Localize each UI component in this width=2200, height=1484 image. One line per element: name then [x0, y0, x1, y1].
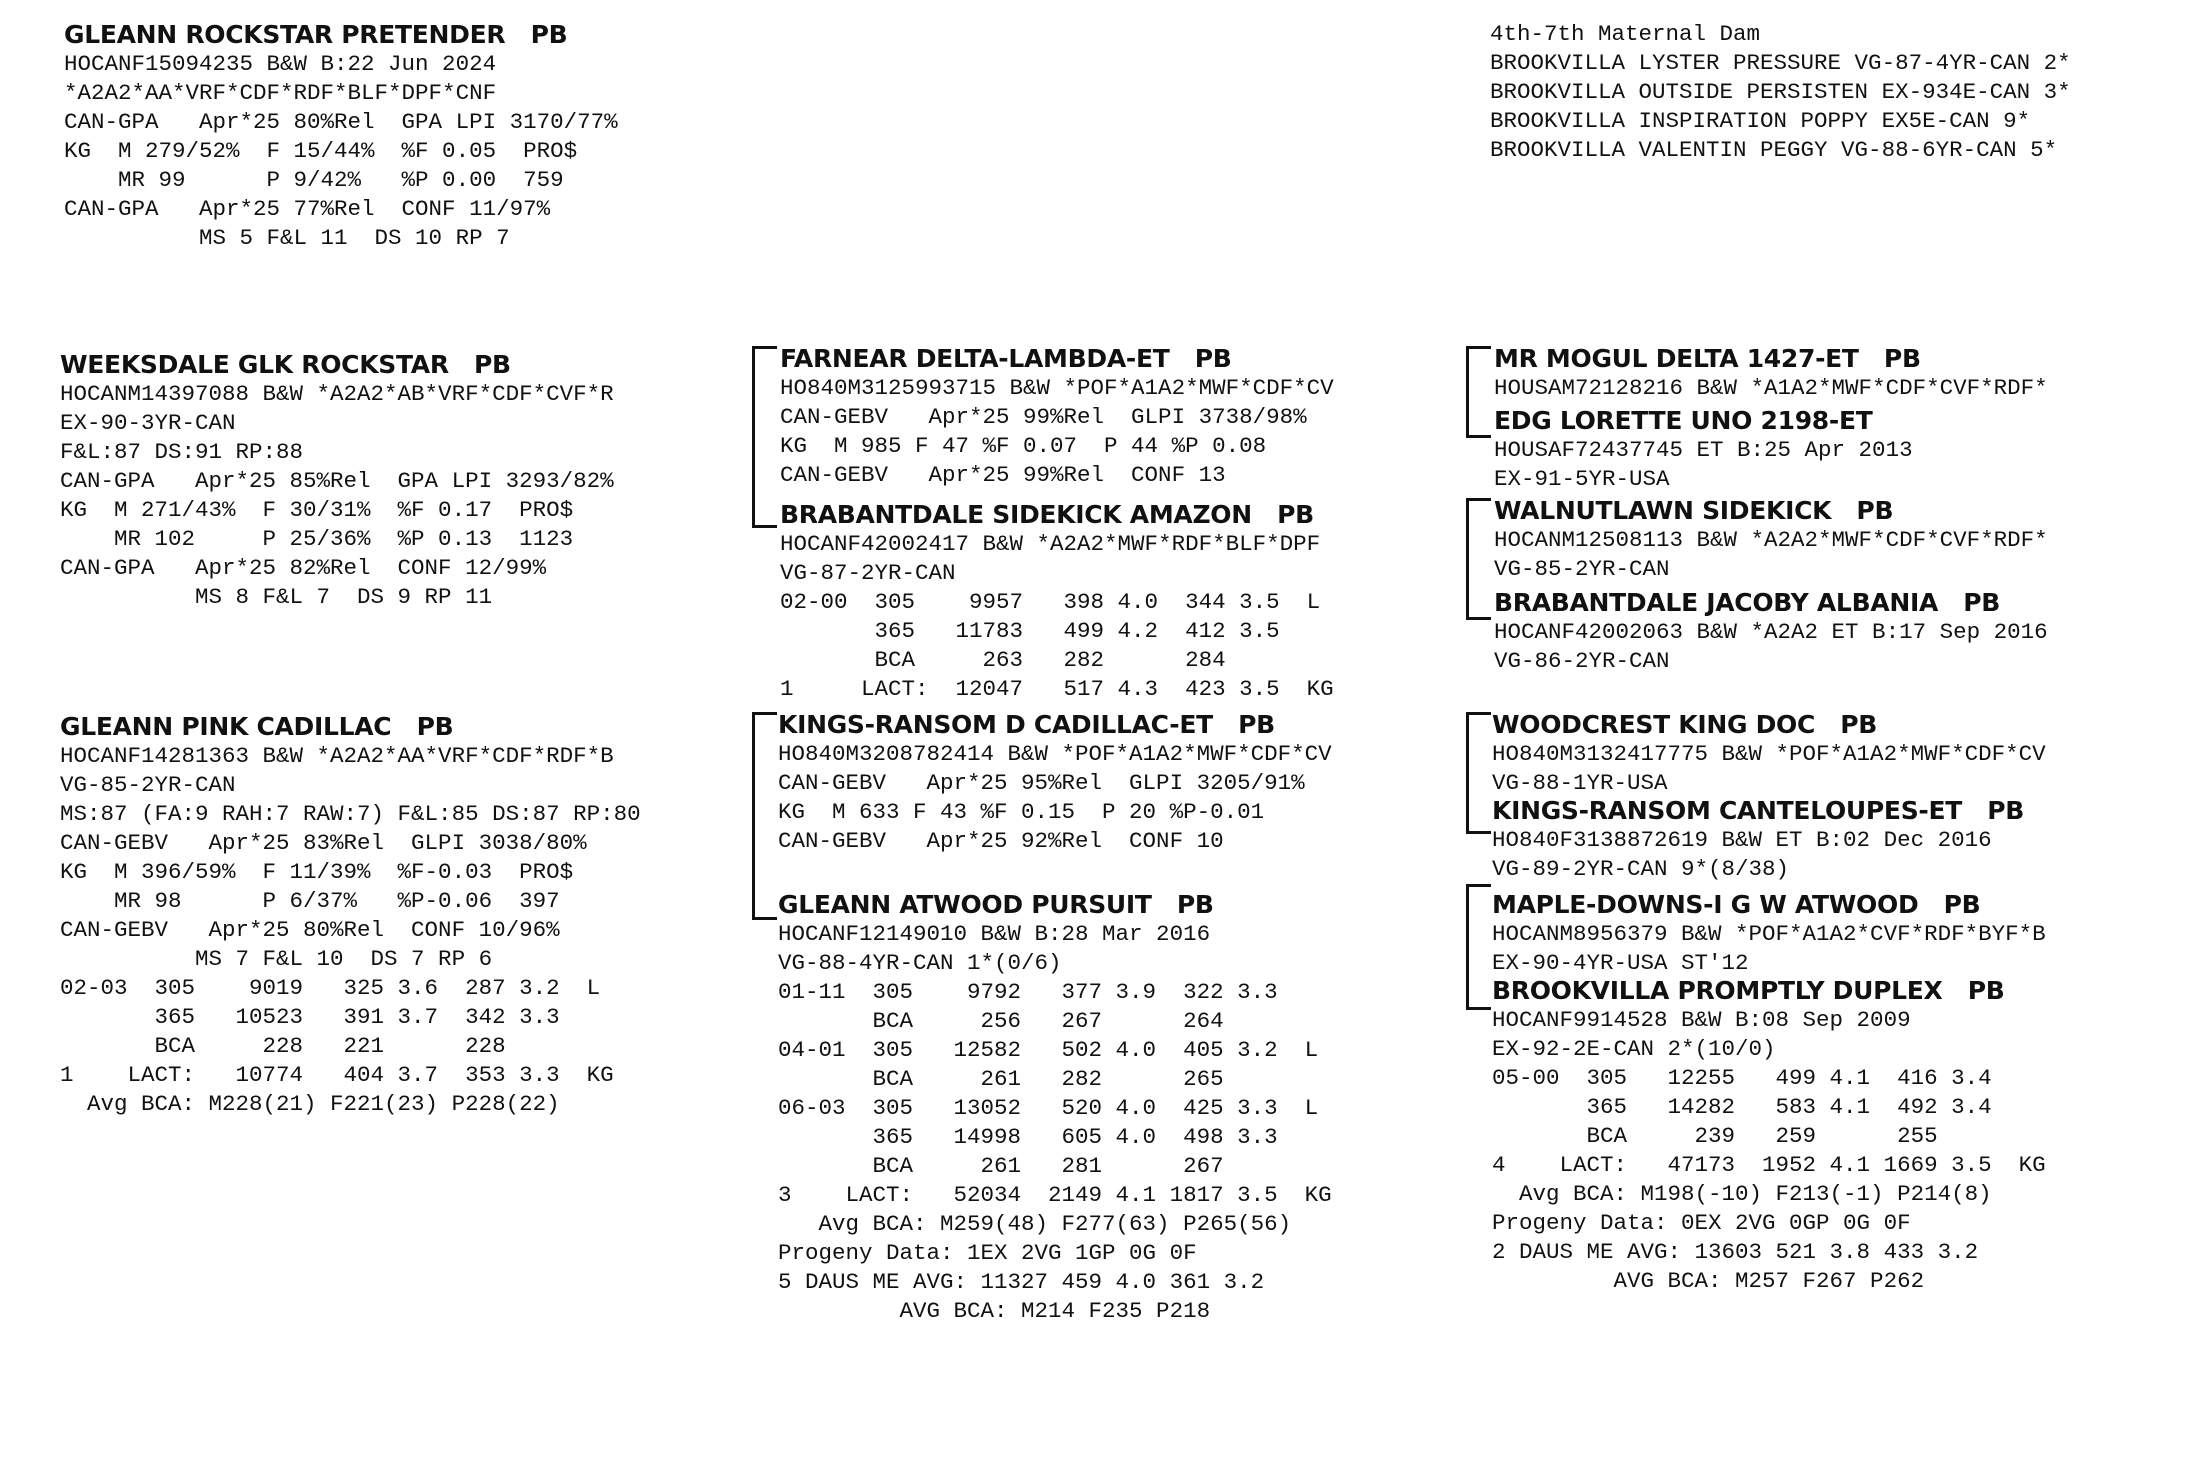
info-line: 2 DAUS ME AVG: 13603 521 3.8 433 3.2: [1492, 1239, 1979, 1265]
animal-name-text: MAPLE-DOWNS-I G W ATWOOD: [1492, 890, 1919, 919]
info-line: CAN-GPA Apr*25 82%Rel CONF 12/99%: [60, 555, 547, 581]
info-line: HOCANF12149010 B&W B:28 Mar 2016: [778, 921, 1211, 947]
info-line: KG M 396/59% F 11/39% %F-0.03 PRO$: [60, 859, 574, 885]
info-line: HOCANF14281363 B&W *A2A2*AA*VRF*CDF*RDF*B: [60, 743, 614, 769]
ssd-block: [1494, 406, 1913, 494]
animal-name-text: BROOKVILLA PROMPTLY DUPLEX: [1492, 976, 1943, 1005]
info-line: VG-86-2YR-CAN: [1494, 648, 1670, 674]
registry-tag: PB: [1856, 496, 1894, 525]
bracket-dam-parents: [752, 712, 777, 920]
info-line: 365 14282 583 4.1 492 3.4: [1492, 1094, 1992, 1120]
info-line: 1 LACT: 12047 517 4.3 423 3.5 KG: [780, 676, 1334, 702]
animal-name: [1494, 406, 1913, 435]
info-line: EX-92-2E-CAN 2*(10/0): [1492, 1036, 1776, 1062]
animal-name: [1494, 588, 2048, 617]
info-line: 02-03 305 9019 325 3.6 287 3.2 L: [60, 975, 601, 1001]
dam-block: [60, 712, 641, 1119]
info-line: 01-11 305 9792 377 3.9 322 3.3: [778, 979, 1278, 1005]
info-line: HOCANF15094235 B&W B:22 Jun 2024: [64, 51, 497, 77]
bracket-ds-parents: [1466, 712, 1491, 834]
info-line: MS 7 F&L 10 DS 7 RP 6: [60, 946, 493, 972]
info-line: CAN-GPA Apr*25 85%Rel GPA LPI 3293/82%: [60, 468, 614, 494]
info-line: EX-91-5YR-USA: [1494, 466, 1670, 492]
animal-name-text: WEEKSDALE GLK ROCKSTAR: [60, 350, 449, 379]
animal-name: [1492, 976, 2046, 1005]
animal-name-text: EDG LORETTE UNO 2198-ET: [1494, 406, 1873, 435]
info-line: 04-01 305 12582 502 4.0 405 3.2 L: [778, 1037, 1319, 1063]
info-line: 06-03 305 13052 520 4.0 425 3.3 L: [778, 1095, 1319, 1121]
animal-name-text: KINGS-RANSOM D CADILLAC-ET: [778, 710, 1213, 739]
info-line: CAN-GEBV Apr*25 99%Rel GLPI 3738/98%: [780, 404, 1307, 430]
info-line: CAN-GEBV Apr*25 83%Rel GLPI 3038/80%: [60, 830, 587, 856]
info-line: HOCANF42002417 B&W *A2A2*MWF*RDF*BLF*DPF: [780, 531, 1321, 557]
animal-name-text: GLEANN PINK CADILLAC: [60, 712, 392, 741]
info-line: AVG BCA: M257 F267 P262: [1492, 1268, 1925, 1294]
info-line: F&L:87 DS:91 RP:88: [60, 439, 304, 465]
dam-dam-block: [778, 890, 1332, 1326]
info-line: CAN-GEBV Apr*25 92%Rel CONF 10: [778, 828, 1224, 854]
animal-name: [1492, 710, 2046, 739]
info-line: 365 11783 499 4.2 412 3.5: [780, 618, 1280, 644]
info-line: CAN-GPA Apr*25 77%Rel CONF 11/97%: [64, 196, 551, 222]
maternal-dam-line: BROOKVILLA INSPIRATION POPPY EX5E-CAN 9*: [1490, 108, 2031, 134]
animal-name-text: GLEANN ROCKSTAR PRETENDER: [64, 20, 506, 49]
dss-block: [1492, 710, 2046, 798]
bracket-ss-parents: [1466, 346, 1491, 438]
animal-name: [1494, 496, 2048, 525]
sire-dam-block: [780, 500, 1334, 704]
maternal-dams-section: [1490, 20, 2071, 165]
maternal-dams-heading: 4th-7th Maternal Dam: [1490, 21, 1761, 47]
info-line: Progeny Data: 1EX 2VG 1GP 0G 0F: [778, 1240, 1197, 1266]
info-line: Progeny Data: 0EX 2VG 0GP 0G 0F: [1492, 1210, 1911, 1236]
info-line: BCA 261 282 265: [778, 1066, 1224, 1092]
maternal-dam-line: BROOKVILLA VALENTIN PEGGY VG-88-6YR-CAN 5*: [1490, 137, 2058, 163]
info-line: AVG BCA: M214 F235 P218: [778, 1298, 1211, 1324]
info-line: KG M 271/43% F 30/31% %F 0.17 PRO$: [60, 497, 574, 523]
sire-block: [60, 350, 614, 612]
info-line: VG-88-1YR-USA: [1492, 770, 1668, 796]
info-line: BCA 263 282 284: [780, 647, 1226, 673]
animal-name: [60, 350, 614, 379]
info-line: MS 8 F&L 7 DS 9 RP 11: [60, 584, 493, 610]
info-line: EX-90-4YR-USA ST'12: [1492, 950, 1749, 976]
info-line: Avg BCA: M259(48) F277(63) P265(56): [778, 1211, 1292, 1237]
info-line: HO840M3132417775 B&W *POF*A1A2*MWF*CDF*CV: [1492, 741, 2046, 767]
info-line: VG-87-2YR-CAN: [780, 560, 956, 586]
info-line: HO840M3125993715 B&W *POF*A1A2*MWF*CDF*CV: [780, 375, 1334, 401]
info-line: 365 10523 391 3.7 342 3.3: [60, 1004, 560, 1030]
registry-tag: PB: [1883, 344, 1921, 373]
info-line: VG-89-2YR-CAN 9*(8/38): [1492, 856, 1790, 882]
animal-name: [60, 712, 641, 741]
animal-name: [780, 500, 1334, 529]
animal-name-text: WOODCREST KING DOC: [1492, 710, 1816, 739]
registry-tag: PB: [416, 712, 454, 741]
bracket-sd-parents: [1466, 498, 1491, 620]
info-line: 3 LACT: 52034 2149 4.1 1817 3.5 KG: [778, 1182, 1332, 1208]
sire-sire-block: [780, 344, 1334, 490]
info-line: MS:87 (FA:9 RAH:7 RAW:7) F&L:85 DS:87 RP:80: [60, 801, 641, 827]
animal-name: [778, 890, 1332, 919]
registry-tag: PB: [1967, 976, 2005, 1005]
animal-name-text: BRABANTDALE SIDEKICK AMAZON: [780, 500, 1252, 529]
registry-tag: PB: [1840, 710, 1878, 739]
info-line: HOUSAM72128216 B&W *A1A2*MWF*CDF*CVF*RDF*: [1494, 375, 2048, 401]
info-line: BCA 228 221 228: [60, 1033, 506, 1059]
info-line: CAN-GEBV Apr*25 80%Rel CONF 10/96%: [60, 917, 560, 943]
info-line: KG M 279/52% F 15/44% %F 0.05 PRO$: [64, 138, 578, 164]
maternal-dam-line: BROOKVILLA OUTSIDE PERSISTEN EX-934E-CAN 3*: [1490, 79, 2071, 105]
registry-tag: PB: [1238, 710, 1275, 739]
info-line: Avg BCA: M198(-10) F213(-1) P214(8): [1492, 1181, 1992, 1207]
info-line: HOCANF42002063 B&W *A2A2 ET B:17 Sep 2016: [1494, 619, 2048, 645]
registry-tag: PB: [474, 350, 511, 379]
registry-tag: PB: [1987, 796, 2025, 825]
info-line: HO840M3208782414 B&W *POF*A1A2*MWF*CDF*CV: [778, 741, 1332, 767]
info-line: MR 99 P 9/42% %P 0.00 759: [64, 167, 564, 193]
animal-name: [1494, 344, 2048, 373]
info-line: 4 LACT: 47173 1952 4.1 1669 3.5 KG: [1492, 1152, 2046, 1178]
info-line: CAN-GEBV Apr*25 95%Rel GLPI 3205/91%: [778, 770, 1305, 796]
registry-tag: PB: [1176, 890, 1214, 919]
info-line: 365 14998 605 4.0 498 3.3: [778, 1124, 1278, 1150]
info-line: 05-00 305 12255 499 4.1 416 3.4: [1492, 1065, 1992, 1091]
animal-name: [780, 344, 1334, 373]
info-line: 1 LACT: 10774 404 3.7 353 3.3 KG: [60, 1062, 614, 1088]
info-line: CAN-GPA Apr*25 80%Rel GPA LPI 3170/77%: [64, 109, 618, 135]
info-line: BCA 261 281 267: [778, 1153, 1224, 1179]
info-line: KG M 985 F 47 %F 0.07 P 44 %P 0.08: [780, 433, 1267, 459]
animal-name-text: MR MOGUL DELTA 1427-ET: [1494, 344, 1859, 373]
info-line: 5 DAUS ME AVG: 11327 459 4.0 361 3.2: [778, 1269, 1265, 1295]
subject-animal: [64, 20, 618, 253]
info-line: MS 5 F&L 11 DS 10 RP 7: [64, 225, 510, 251]
info-line: Avg BCA: M228(21) F221(23) P228(22): [60, 1091, 560, 1117]
animal-name: [1492, 890, 2046, 919]
dam-sire-block: [778, 710, 1332, 856]
info-line: KG M 633 F 43 %F 0.15 P 20 %P-0.01: [778, 799, 1265, 825]
info-line: CAN-GEBV Apr*25 99%Rel CONF 13: [780, 462, 1226, 488]
info-line: HOUSAF72437745 ET B:25 Apr 2013: [1494, 437, 1913, 463]
dds-block: [1492, 890, 2046, 978]
animal-name-text: BRABANTDALE JACOBY ALBANIA: [1494, 588, 1939, 617]
ddd-block: [1492, 976, 2046, 1296]
info-line: HO840F3138872619 B&W ET B:02 Dec 2016: [1492, 827, 1992, 853]
animal-name-text: FARNEAR DELTA-LAMBDA-ET: [780, 344, 1170, 373]
info-line: EX-90-3YR-CAN: [60, 410, 236, 436]
info-line: MR 102 P 25/36% %P 0.13 1123: [60, 526, 574, 552]
info-line: HOCANM8956379 B&W *POF*A1A2*CVF*RDF*BYF*B: [1492, 921, 2046, 947]
info-line: *A2A2*AA*VRF*CDF*RDF*BLF*DPF*CNF: [64, 80, 497, 106]
info-line: VG-85-2YR-CAN: [1494, 556, 1670, 582]
animal-name-text: WALNUTLAWN SIDEKICK: [1494, 496, 1832, 525]
info-line: HOCANM14397088 B&W *A2A2*AB*VRF*CDF*CVF*R: [60, 381, 614, 407]
dsd-block: [1492, 796, 2024, 884]
bracket-dd-parents: [1466, 884, 1491, 1010]
registry-tag: PB: [1943, 890, 1981, 919]
sds-block: [1494, 496, 2048, 584]
info-line: VG-85-2YR-CAN: [60, 772, 236, 798]
info-line: BCA 256 267 264: [778, 1008, 1224, 1034]
animal-name: [778, 710, 1332, 739]
animal-name-text: GLEANN ATWOOD PURSUIT: [778, 890, 1152, 919]
animal-name-text: KINGS-RANSOM CANTELOUPES-ET: [1492, 796, 1963, 825]
sdd-block: [1494, 588, 2048, 676]
info-line: HOCANM12508113 B&W *A2A2*MWF*CDF*CVF*RDF*: [1494, 527, 2048, 553]
bracket-sire-parents: [752, 346, 777, 528]
registry-tag: PB: [1194, 344, 1232, 373]
maternal-dam-line: BROOKVILLA LYSTER PRESSURE VG-87-4YR-CAN 2*: [1490, 50, 2071, 76]
info-line: BCA 239 259 255: [1492, 1123, 1938, 1149]
info-line: 02-00 305 9957 398 4.0 344 3.5 L: [780, 589, 1321, 615]
registry-tag: PB: [1963, 588, 2001, 617]
info-line: VG-88-4YR-CAN 1*(0/6): [778, 950, 1062, 976]
animal-name: [64, 20, 618, 49]
animal-name: [1492, 796, 2024, 825]
sss-block: [1494, 344, 2048, 403]
info-line: HOCANF9914528 B&W B:08 Sep 2009: [1492, 1007, 1911, 1033]
registry-tag: PB: [530, 20, 568, 49]
info-line: MR 98 P 6/37% %P-0.06 397: [60, 888, 560, 914]
registry-tag: PB: [1277, 500, 1314, 529]
